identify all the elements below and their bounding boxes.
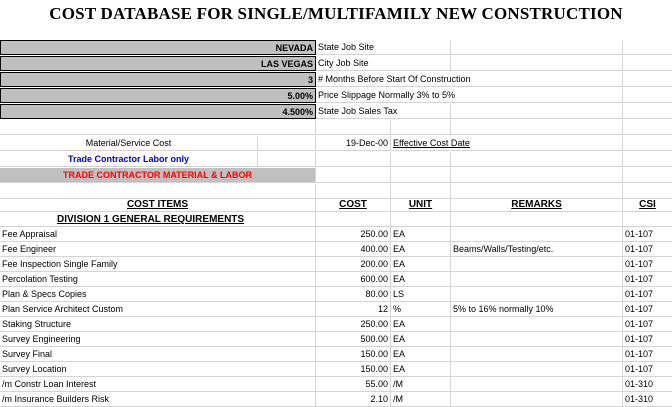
table-row [0, 317, 672, 332]
item-unit-cell[interactable]: EA [391, 257, 451, 272]
header-cost[interactable]: COST [316, 197, 391, 212]
legend-labor-only[interactable]: Trade Contractor Labor only [0, 152, 258, 167]
effective-date-value[interactable]: 19-Dec-00 [316, 136, 391, 151]
empty-cell[interactable] [0, 120, 316, 135]
item-cost-cell[interactable]: 150.00 [316, 362, 391, 377]
item-cost-cell[interactable]: 2.10 [316, 392, 391, 407]
table-row [0, 227, 672, 242]
setting-value-cell[interactable]: NEVADA [0, 40, 316, 55]
setting-label-cell[interactable]: Price Slippage Normally 3% to 5% [316, 88, 623, 103]
item-cost-cell[interactable]: 400.00 [316, 242, 391, 257]
setting-label-cell[interactable]: State Job Site [316, 40, 451, 55]
empty-cell[interactable] [451, 104, 623, 119]
empty-cell[interactable] [391, 168, 451, 183]
item-cost-cell[interactable]: 150.00 [316, 347, 391, 362]
empty-cell[interactable] [623, 212, 672, 227]
table-row [0, 272, 672, 287]
item-remarks-cell[interactable] [451, 332, 623, 347]
setting-label-cell[interactable]: State Job Sales Tax [316, 104, 451, 119]
item-remarks-cell[interactable]: 5% to 16% normally 10% [451, 302, 623, 317]
effective-date-label[interactable] [391, 136, 623, 151]
item-unit-cell[interactable]: EA [391, 227, 451, 242]
item-name-cell[interactable]: Plan Service Architect Custom [0, 302, 316, 317]
setting-label-cell[interactable]: City Job Site [316, 56, 451, 71]
legend-row [0, 152, 672, 167]
empty-cell[interactable] [316, 120, 391, 135]
empty-cell[interactable] [623, 72, 672, 87]
item-csi-cell[interactable]: 01-107 [623, 362, 672, 377]
empty-cell[interactable] [258, 136, 316, 151]
legend-row [0, 136, 672, 151]
table-row [0, 377, 672, 392]
item-name-cell[interactable]: Staking Structure [0, 317, 316, 332]
header-csi[interactable]: CSI [623, 197, 672, 212]
setting-row [0, 40, 672, 55]
effective-date-text: Effective Cost Date [393, 138, 470, 148]
item-cost-cell[interactable]: 250.00 [316, 227, 391, 242]
item-name-cell[interactable]: Survey Engineering [0, 332, 316, 347]
item-csi-cell[interactable]: 01-107 [623, 242, 672, 257]
empty-cell[interactable] [623, 88, 672, 103]
empty-cell[interactable] [451, 56, 623, 71]
empty-cell[interactable] [623, 56, 672, 71]
empty-cell[interactable] [623, 120, 672, 135]
setting-value-cell[interactable]: 3 [0, 72, 316, 87]
item-name-cell[interactable]: Fee Inspection Single Family [0, 257, 316, 272]
table-row [0, 362, 672, 377]
empty-cell[interactable] [391, 152, 451, 167]
item-unit-cell[interactable]: EA [391, 332, 451, 347]
setting-value-cell[interactable]: 5.00% [0, 88, 316, 103]
empty-cell[interactable] [451, 152, 623, 167]
item-csi-cell[interactable]: 01-107 [623, 302, 672, 317]
empty-cell[interactable] [391, 120, 451, 135]
item-name-cell[interactable]: Survey Final [0, 347, 316, 362]
item-cost-cell[interactable]: 500.00 [316, 332, 391, 347]
legend-material-service[interactable]: Material/Service Cost [0, 136, 258, 151]
item-remarks-cell[interactable] [451, 257, 623, 272]
item-remarks-cell[interactable] [451, 227, 623, 242]
item-remarks-cell[interactable] [451, 287, 623, 302]
empty-cell[interactable] [316, 152, 391, 167]
item-remarks-cell[interactable] [451, 317, 623, 332]
empty-cell[interactable] [316, 212, 391, 227]
legend-material-labor[interactable]: TRADE CONTRACTOR MATERIAL & LABOR [0, 168, 316, 183]
item-cost-cell[interactable]: 55.00 [316, 377, 391, 392]
empty-cell[interactable] [623, 136, 672, 151]
item-remarks-cell[interactable] [451, 347, 623, 362]
item-unit-cell[interactable]: EA [391, 272, 451, 287]
item-unit-cell[interactable]: /M [391, 377, 451, 392]
item-csi-cell[interactable]: 01-310 [623, 392, 672, 407]
division-title[interactable]: DIVISION 1 GENERAL REQUIREMENTS [0, 212, 316, 227]
item-name-cell[interactable]: /m Constr Loan Interest [0, 377, 316, 392]
item-csi-cell[interactable]: 01-107 [623, 257, 672, 272]
item-name-cell[interactable]: Percolation Testing [0, 272, 316, 287]
item-csi-cell[interactable]: 01-107 [623, 332, 672, 347]
item-remarks-cell[interactable] [451, 377, 623, 392]
setting-row [0, 88, 672, 103]
header-remarks[interactable]: REMARKS [451, 197, 623, 212]
item-name-cell[interactable]: Fee Engineer [0, 242, 316, 257]
empty-cell[interactable] [316, 168, 391, 183]
empty-cell[interactable] [391, 212, 451, 227]
sheet-title: COST DATABASE FOR SINGLE/MULTIFAMILY NEW CONSTRUCTION [49, 4, 623, 23]
item-remarks-cell[interactable] [451, 362, 623, 377]
item-unit-cell[interactable]: EA [391, 242, 451, 257]
legend-row [0, 168, 672, 183]
item-cost-cell[interactable]: 250.00 [316, 317, 391, 332]
item-unit-cell[interactable]: LS [391, 287, 451, 302]
column-header-row [0, 197, 672, 212]
item-cost-cell[interactable]: 600.00 [316, 272, 391, 287]
item-csi-cell[interactable]: 01-107 [623, 347, 672, 362]
header-unit[interactable]: UNIT [391, 197, 451, 212]
item-unit-cell[interactable]: EA [391, 362, 451, 377]
item-remarks-cell[interactable] [451, 272, 623, 287]
setting-row [0, 104, 672, 119]
item-csi-cell[interactable]: 01-107 [623, 287, 672, 302]
division-row [0, 212, 672, 227]
item-csi-cell[interactable]: 01-107 [623, 227, 672, 242]
item-name-cell[interactable]: Fee Appraisal [0, 227, 316, 242]
item-unit-cell[interactable]: EA [391, 317, 451, 332]
empty-cell[interactable] [623, 152, 672, 167]
item-unit-cell[interactable]: EA [391, 347, 451, 362]
empty-cell[interactable] [623, 40, 672, 55]
empty-cell[interactable] [451, 212, 623, 227]
item-unit-cell[interactable]: /M [391, 392, 451, 407]
table-row [0, 287, 672, 302]
empty-cell[interactable] [451, 120, 623, 135]
table-row [0, 242, 672, 257]
table-row [0, 302, 672, 317]
setting-value-cell[interactable]: 4.500% [0, 104, 316, 119]
item-csi-cell[interactable]: 01-310 [623, 377, 672, 392]
item-name-cell[interactable]: /m Insurance Builders Risk [0, 392, 316, 407]
header-cost-items[interactable]: COST ITEMS [0, 197, 316, 212]
empty-cell[interactable] [451, 40, 623, 55]
table-row [0, 332, 672, 347]
item-unit-cell[interactable]: % [391, 302, 451, 317]
item-cost-cell[interactable]: 12 [316, 302, 391, 317]
empty-cell[interactable] [623, 168, 672, 183]
empty-cell[interactable] [451, 168, 623, 183]
item-name-cell[interactable]: Survey Location [0, 362, 316, 377]
item-name-cell[interactable]: Plan & Specs Copies [0, 287, 316, 302]
setting-row [0, 56, 672, 71]
item-remarks-cell[interactable]: Beams/Walls/Testing/etc. [451, 242, 623, 257]
setting-value-cell[interactable]: LAS VEGAS [0, 56, 316, 71]
empty-cell[interactable] [258, 152, 316, 167]
item-cost-cell[interactable]: 200.00 [316, 257, 391, 272]
item-cost-cell[interactable]: 80.00 [316, 287, 391, 302]
table-row [0, 347, 672, 362]
setting-row [0, 72, 672, 87]
item-csi-cell[interactable]: 01-107 [623, 317, 672, 332]
empty-cell[interactable] [623, 104, 672, 119]
blank-row [0, 120, 672, 135]
item-csi-cell[interactable]: 01-107 [623, 272, 672, 287]
table-row [0, 257, 672, 272]
setting-label-cell[interactable]: # Months Before Start Of Construction [316, 72, 623, 87]
